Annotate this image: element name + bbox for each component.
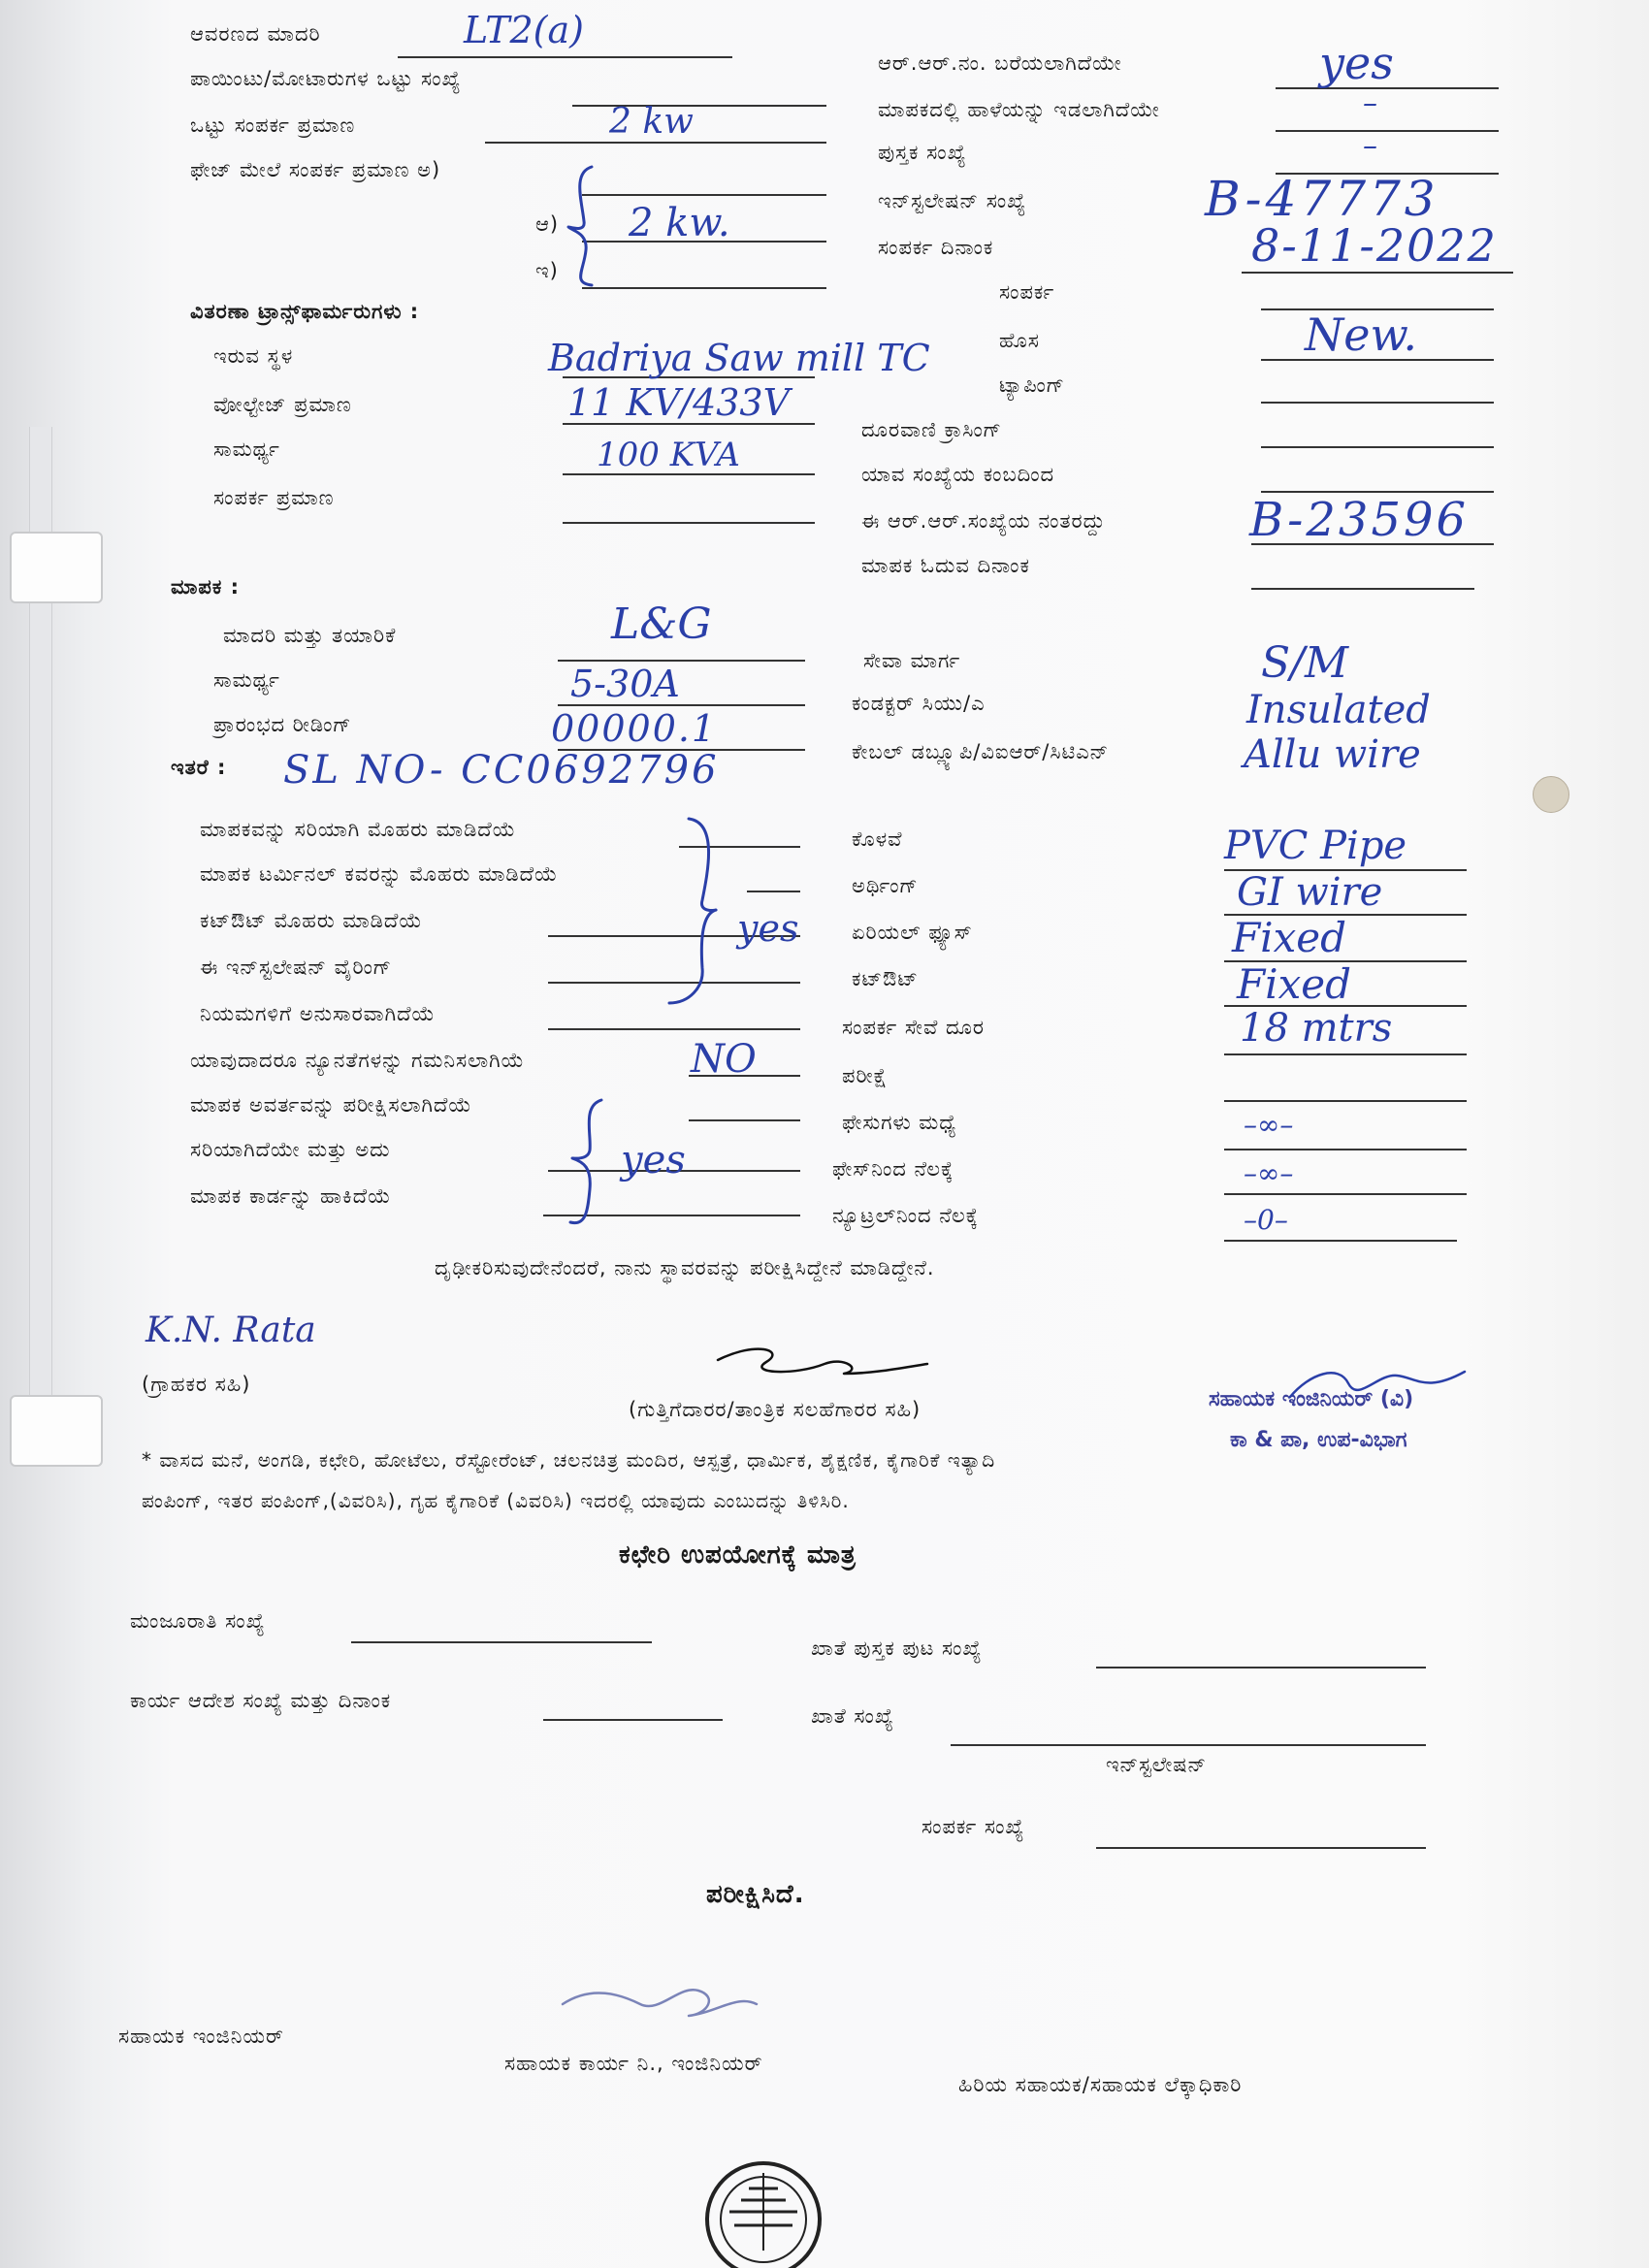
test-line: [1224, 1100, 1467, 1102]
after-rr-label: ಈ ಆರ್.ಆರ್.ಸಂಖ್ಯೆಯ ನಂತರದ್ದು: [861, 509, 1106, 533]
wiring-label: ಈ ಇನ್‌ಸ್ಟಲೇಷನ್ ವೈರಿಂಗ್: [200, 956, 393, 979]
conductor-label: ಕಂಡಕ್ಟರ್ ಸಿಯು/ಎ: [852, 692, 986, 715]
phase-earth-line: [1224, 1193, 1467, 1195]
meter-book-label: ಮಾಪಕದಲ್ಲಿ ಹಾಳೆಯನ್ನು ಇಡಲಾಗಿದೆಯೇ: [878, 98, 1160, 121]
connection-no-line: [1096, 1847, 1426, 1849]
sanction-no-line: [351, 1641, 652, 1643]
rotation-value: yes: [621, 1138, 686, 1183]
binder-clip-top: [10, 532, 103, 603]
correct-label: ಸರಿಯಾಗಿದೆಯೇ ಮತ್ತು ಅದು: [190, 1138, 391, 1161]
meter-book-value: –: [1363, 86, 1377, 120]
neutral-earth-line: [1224, 1240, 1457, 1242]
punch-hole: [1533, 776, 1569, 813]
rr-written-value: yes: [1319, 37, 1394, 89]
service-distance-label: ಸಂಪರ್ಕ ಸೇವೆ ದೂರ: [842, 1016, 986, 1039]
transformer-connected-load-label: ಸಂಪರ್ಕ ಪ್ರಮಾಣ: [213, 486, 335, 509]
installation-label: ಇನ್‌ಸ್ಟಲೇಷನ್: [1106, 1753, 1208, 1776]
phase-c-label: ಇ): [535, 259, 559, 282]
meter-capacity-label: ಸಾಮರ್ಥ್ಯ: [213, 668, 280, 692]
defects-value: NO: [691, 1037, 757, 1082]
rotation-label: ಮಾಪಕ ಅವರ್ತವನ್ನು ಪರೀಕ್ಷಿಸಲಾಗಿದೆಯೆ: [190, 1093, 472, 1117]
others-value: SL NO- CC0692796: [283, 748, 720, 793]
connection-label: ಸಂಪರ್ಕ: [999, 280, 1055, 304]
new-label: ಹೊಸ: [999, 329, 1040, 352]
which-pole-label: ಯಾವ ಸಂಖ್ಯೆಯ ಕಂಬದಿಂದ: [861, 463, 1055, 486]
between-phases-value: –∞–: [1244, 1109, 1294, 1141]
meter-reading-date-line: [1251, 588, 1474, 590]
meter-card-label: ಮಾಪಕ ಕಾರ್ಡನ್ನು ಹಾಕಿದೆಯೆ: [190, 1184, 392, 1208]
connection-date-label: ಸಂಪರ್ಕ ದಿನಾಂಕ: [878, 236, 994, 259]
connection-type-line: [398, 56, 732, 58]
transformer-location-value: Badriya Saw mill TC: [548, 337, 930, 379]
engineer-signature: [1280, 1354, 1474, 1412]
transformer-connected-load-line: [563, 522, 815, 524]
connection-type-label: ಆವರಣದ ಮಾದರಿ: [190, 22, 321, 46]
total-load-value: 2 kw: [609, 102, 694, 142]
aerial-fuse-value: Fixed: [1232, 914, 1347, 961]
work-order-line: [543, 1719, 723, 1721]
service-distance-line: [1224, 1053, 1467, 1055]
total-load-line: [485, 142, 826, 144]
new-value: New.: [1305, 308, 1418, 361]
phase-brace: [563, 163, 621, 289]
total-load-label: ಒಟ್ಟು ಸಂಪರ್ಕ ಪ್ರಮಾಣ: [190, 113, 356, 137]
phase-earth-value: –∞–: [1244, 1157, 1294, 1189]
sanction-no-label: ಮಂಜೂರಾತಿ ಸಂಖ್ಯೆ: [130, 1609, 266, 1633]
tapping-label: ಟ್ಯಾಪಿಂಗ್: [999, 373, 1065, 397]
checks-brace-1: [660, 813, 737, 1007]
defects-label: ಯಾವುದಾದರೂ ನ್ಯೂನತೆಗಳನ್ನು ಗಮನಿಸಲಾಗಿಯೆ: [190, 1049, 525, 1072]
terminal-cover-label: ಮಾಪಕ ಟರ್ಮಿನಲ್ ಕವರನ್ನು ಮೊಹರು ಮಾಡಿದೆಯೆ: [200, 862, 559, 886]
book-no-label: ಪುಸ್ತಕ ಸಂಖ್ಯೆ: [878, 141, 967, 164]
pipe-value: PVC Pipe: [1224, 824, 1407, 868]
meter-capacity-value: 5-30A: [570, 663, 680, 705]
installation-no-value: B-47773: [1205, 171, 1439, 227]
cable-label: ಕೇಬಲ್ ಡಬ್ಲ್ಯೂಪಿ/ವಿಐಆರ್/ಸಿಟಿಎನ್: [852, 740, 1110, 763]
connection-date-value: 8-11-2022: [1251, 219, 1498, 272]
accounts-label: ಹಿರಿಯ ಸಹಾಯಕ/ಸಹಾಯಕ ಲೆಕ್ಕಾಧಿಕಾರಿ: [958, 2073, 1243, 2096]
service-route-value: S/M: [1261, 638, 1349, 688]
work-order-label: ಕಾರ್ಯ ಆದೇಶ ಸಂಖ್ಯೆ ಮತ್ತು ದಿನಾಂಕ: [130, 1689, 392, 1712]
aee-label: ಸಹಾಯಕ ಕಾರ್ಯ ನಿ., ಇಂಜಿನಿಯರ್: [504, 2052, 763, 2075]
checks-brace-2: [563, 1096, 621, 1232]
contractor-signature: [698, 1331, 931, 1389]
connection-type-value: LT2(a): [464, 9, 584, 51]
telephone-crossing-label: ದೂರವಾಣಿ ಕ್ರಾಸಿಂಗ್: [861, 418, 1002, 441]
installation-no-label: ಇನ್‌ಸ್ಟಲೇಷನ್ ಸಂಖ್ಯೆ: [878, 189, 1027, 212]
aerial-fuse-label: ಏರಿಯಲ್ ಫ್ಯೂಸ್: [852, 921, 973, 944]
rotation-line: [689, 1119, 800, 1121]
transformer-heading: ವಿತರಣಾ ಟ್ರಾನ್ಸ್‌ಫಾರ್ಮರುಗಳು :: [190, 300, 420, 323]
certification-text: ದೃಢೀಕರಿಸುವುದೇನೆಂದರೆ, ನಾನು ಸ್ಥಾವರವನ್ನು ಪರೀಕ್ಷಿಸಿದ್ದೇನೆ ಮಾಡಿದ್ದೇನೆ.: [435, 1256, 935, 1280]
ae-label: ಸಹಾಯಕ ಇಂಜಿನಿಯರ್: [118, 2025, 284, 2048]
earthing-value: GI wire: [1237, 870, 1383, 915]
meter-reading-date-label: ಮಾಪಕ ಓದುವ ದಿನಾಂಕ: [861, 554, 1030, 577]
voltage-value: 11 KV/433V: [567, 381, 791, 424]
points-motors-label: ಪಾಯಿಂಟು/ಮೋಟಾರುಗಳ ಒಟ್ಟು ಸಂಖ್ಯೆ: [190, 67, 462, 90]
meter-make-line: [558, 660, 805, 662]
pipe-label: ಕೊಳವೆ: [852, 827, 903, 851]
phase-load-value: 2 kw.: [629, 201, 730, 245]
conductor-value: Insulated: [1246, 688, 1431, 732]
footnote-line-2: ಪಂಪಿಂಗ್, ಇತರ ಪಂಪಿಂಗ್,(ವಿವರಿಸಿ), ಗೃಹ ಕೈಗಾರಿಕೆ (ವಿವರಿಸಿ) ಇದರಲ್ಲಿ ಯಾವುದು ಎಂಬುದನ್ನು ತಿಳಿಸಿರಿ.: [142, 1489, 850, 1512]
connection-no-label: ಸಂಪರ್ಕ ಸಂಖ್ಯೆ: [922, 1815, 1025, 1838]
initial-reading-label: ಪ್ರಾರಂಭದ ರೀಡಿಂಗ್: [213, 713, 352, 736]
account-no-line: [951, 1744, 1426, 1746]
emblem-seal: [691, 2144, 836, 2268]
initial-reading-value: 00000.1: [551, 707, 718, 750]
others-label: ಇತರೆ :: [171, 756, 227, 779]
binder-clip-bottom: [10, 1395, 103, 1467]
neutral-earth-label: ನ್ಯೂಟ್ರಲ್‌ನಿಂದ ನೆಲಕ್ಕೆ: [832, 1204, 979, 1227]
service-distance-value: 18 mtrs: [1240, 1006, 1393, 1051]
book-no-value: –: [1363, 129, 1377, 163]
transformer-capacity-label: ಸಾಮರ್ಥ್ಯ: [213, 437, 280, 461]
transformer-location-label: ಇರುವ ಸ್ಥಳ: [213, 344, 294, 368]
sealed-value: yes: [737, 907, 799, 950]
neutral-earth-value: –0–: [1244, 1204, 1288, 1236]
contractor-signature-label: (ಗುತ್ತಿಗೆದಾರರ/ತಾಂತ್ರಿಕ ಸಲಹೆಗಾರರ ಸಹಿ): [629, 1398, 922, 1421]
service-route-label: ಸೇವಾ ಮಾರ್ಗ: [863, 649, 961, 672]
meter-make-value: L&G: [611, 599, 712, 649]
cutout-sealed-label: ಕಟ್‌ಔಟ್ ಮೊಹರು ಮಾಡಿದೆಯೆ: [200, 909, 423, 932]
telephone-crossing-line: [1261, 446, 1494, 448]
ledger-page-label: ಖಾತೆ ಪುಸ್ತಕ ಪುಟ ಸಂಖ್ಯೆ: [811, 1636, 983, 1660]
ledger-page-line: [1096, 1667, 1426, 1669]
checked-label: ಪರೀಕ್ಷಿಸಿದೆ.: [706, 1880, 805, 1909]
consumer-signature-label: (ಗ್ರಾಹಕರ ಸಹಿ): [142, 1373, 251, 1396]
terminal-cover-line: [747, 891, 800, 892]
engineer-stamp-line1: ಸಹಾಯಕ ಇಂಜಿನಿಯರ್ (ವಿ): [1209, 1387, 1414, 1411]
meter-make-label: ಮಾದರಿ ಮತ್ತು ತಯಾರಿಕೆ: [223, 624, 397, 647]
cable-value: Allu wire: [1244, 732, 1421, 777]
earthing-label: ಅರ್ಥಿಂಗ್: [852, 874, 919, 897]
phase-earth-label: ಫೇಸ್‌ನಿಂದ ನೆಲಕ್ಕೆ: [832, 1157, 954, 1181]
meter-book-line: [1276, 130, 1499, 132]
phase-load-label: ಫೇಜ್ ಮೇಲೆ ಸಂಪರ್ಕ ಪ್ರಮಾಣ ಅ): [190, 158, 441, 181]
transformer-capacity-value: 100 KVA: [597, 436, 740, 474]
rules-line: [548, 1028, 800, 1030]
consumer-signature: K.N. Rata: [146, 1311, 316, 1350]
engineer-stamp-line2: ಕಾ & ಪಾ, ಉಪ-ವಿಭಾಗ: [1230, 1428, 1407, 1452]
account-no-label: ಖಾತೆ ಸಂಖ್ಯೆ: [811, 1704, 894, 1728]
phase-b-label: ಆ): [535, 212, 560, 236]
office-use-title: ಕಛೇರಿ ಉಪಯೋಗಕ್ಕೆ ಮಾತ್ರ: [619, 1540, 857, 1570]
cutout-value: Fixed: [1237, 960, 1352, 1008]
between-phases-line: [1224, 1149, 1467, 1150]
connection-date-line: [1242, 272, 1513, 274]
footnote-line-1: * ವಾಸದ ಮನೆ, ಅಂಗಡಿ, ಕಛೇರಿ, ಹೋಟೆಲು, ರೆಸ್ಟೋರೆಂಟ್, ಚಲನಚಿತ್ರ ಮಂದಿರ, ಆಸ್ಪತ್ರೆ, ಧಾರ್ಮಿಕ, ಶೈಕ್ಷಣಿಕ, ಕೈಗಾರಿಕೆ ಇತ್ಯಾದಿ: [142, 1448, 996, 1472]
after-rr-value: B-23596: [1249, 493, 1470, 547]
between-phases-label: ಫೇಸುಗಳು ಮಧ್ಯೆ: [842, 1111, 957, 1134]
cutout-label: ಕಟ್‌ಔಟ್: [852, 967, 919, 990]
test-label: ಪರೀಕ್ಷೆ: [842, 1064, 889, 1087]
tapping-line: [1261, 402, 1494, 404]
aee-signature: [543, 1965, 776, 2033]
rules-label: ನಿಯಮಗಳಿಗೆ ಅನುಸಾರವಾಗಿದೆಯೆ: [200, 1002, 436, 1025]
rr-written-label: ಆರ್.ಆರ್.ನಂ. ಬರೆಯಲಾಗಿದೆಯೇ: [878, 51, 1122, 75]
voltage-label: ವೋಲ್ಟೇಜ್ ಪ್ರಮಾಣ: [213, 393, 352, 416]
meter-heading: ಮಾಪಕ :: [171, 575, 241, 599]
meter-sealed-label: ಮಾಪಕವನ್ನು ಸರಿಯಾಗಿ ಮೊಹರು ಮಾಡಿದೆಯೆ: [200, 818, 517, 841]
